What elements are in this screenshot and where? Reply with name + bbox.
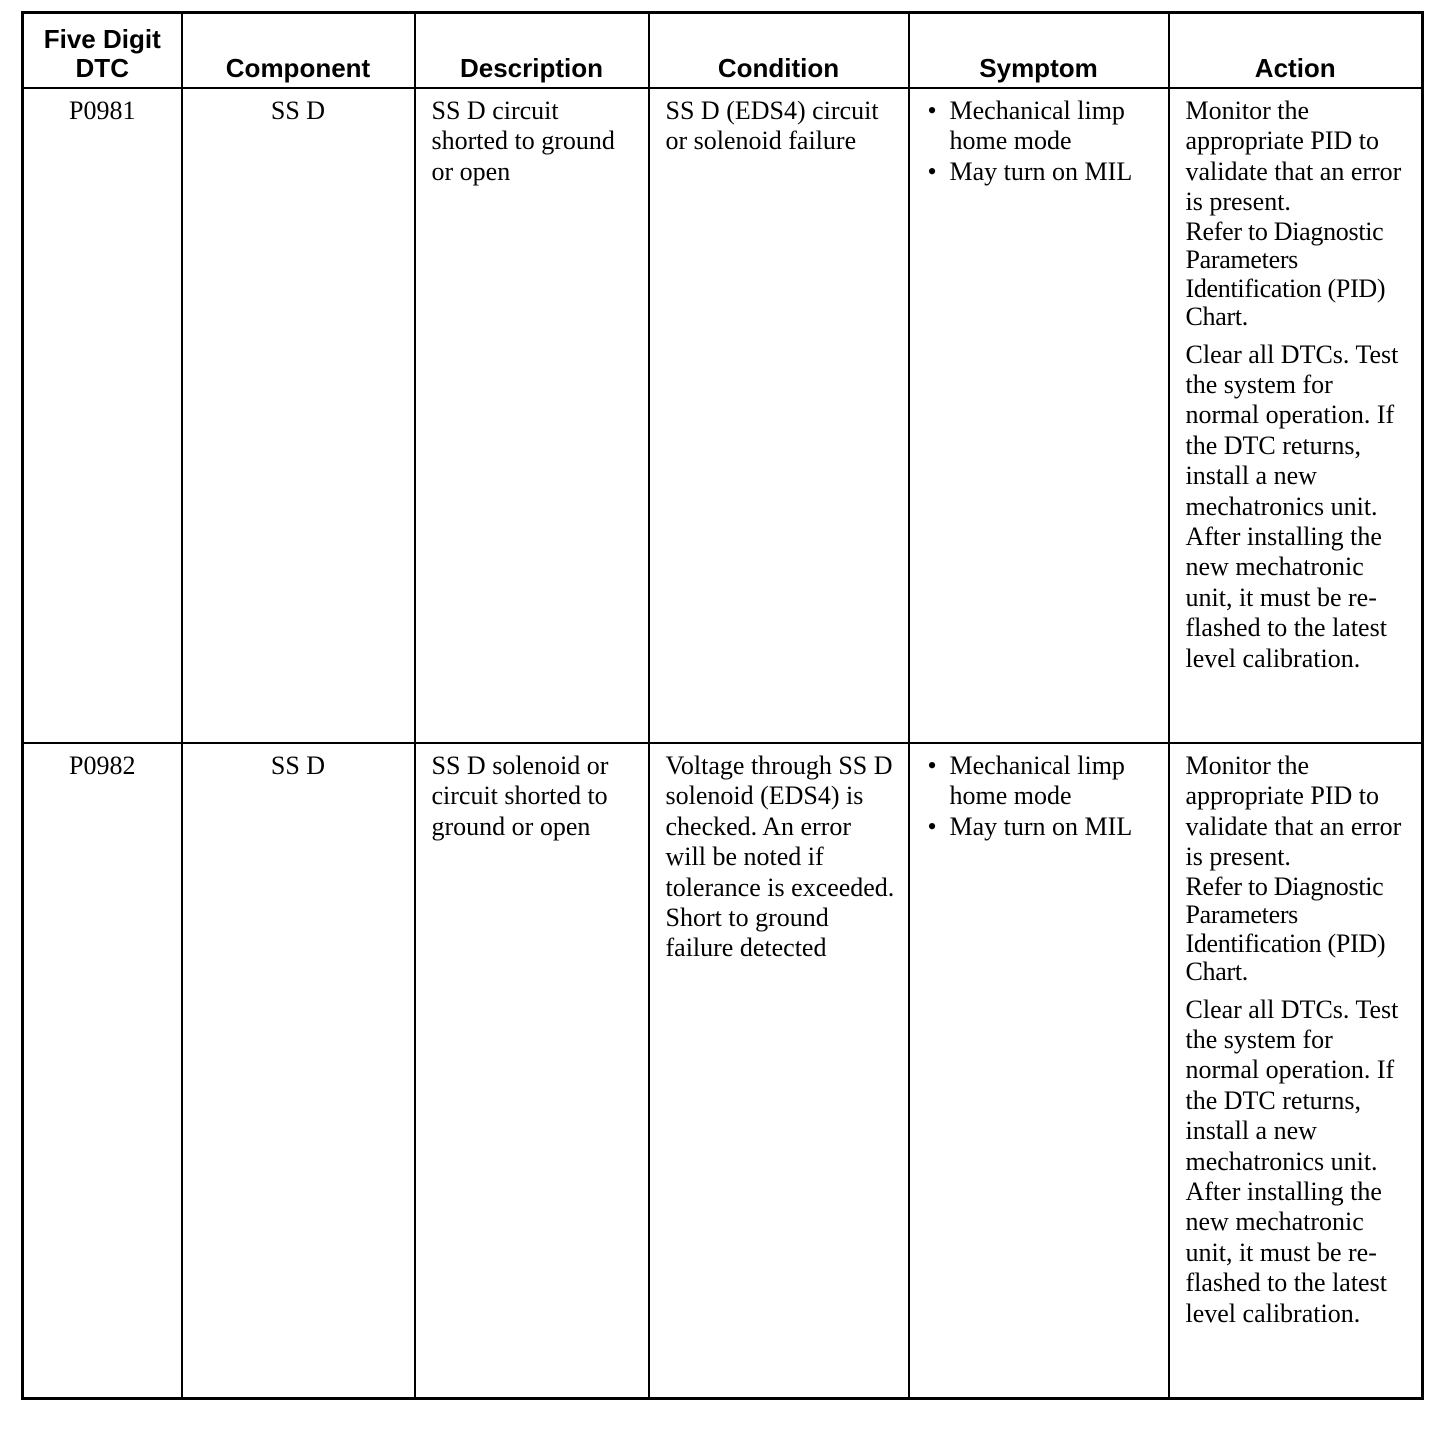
table-header — [23, 13, 1423, 89]
symptom-cell — [909, 743, 1169, 1399]
symptom-list — [926, 751, 1158, 842]
header-condition: Condition — [649, 13, 909, 89]
condition-cell: SS D (EDS4) circuit or solenoid failure — [649, 88, 909, 743]
bullet-icon: • — [927, 96, 937, 125]
symptom-item — [926, 751, 1158, 812]
component-cell: SS D — [182, 88, 415, 743]
header-dtc-line2: DTC — [75, 53, 129, 83]
symptom-cell — [909, 88, 1169, 743]
symptom-text: Mechanical limp home mode — [949, 96, 1125, 156]
bullet-icon: • — [927, 811, 937, 841]
header-dtc-line1: Five Digit — [43, 24, 161, 54]
header-action: Action — [1169, 13, 1423, 89]
action-monitor-text: Monitor the appropriate PID to validate that an error is present. — [1185, 751, 1402, 872]
symptom-item — [926, 812, 1158, 842]
bullet-icon: • — [927, 156, 937, 186]
component-cell: SS D — [182, 743, 415, 1399]
action-cell — [1169, 88, 1423, 743]
table-row — [23, 88, 1423, 743]
action-clear-text: Clear all DTCs. Test the system for normal operation. If the DTC returns, install a new mechatronics unit. After installing the new mechatronic unit, it must be re-flashed to the latest level calibration. — [1185, 994, 1399, 1328]
symptom-item — [926, 96, 1158, 157]
dtc-code-cell: P0981 — [23, 88, 182, 743]
symptom-item — [926, 157, 1158, 187]
action-refer-text: Refer to Diagnostic Parameters Identification (PID) Chart. — [1185, 216, 1386, 332]
dtc-code-cell: P0982 — [23, 743, 182, 1399]
header-row — [23, 13, 1423, 89]
action-monitor-text: Monitor the appropriate PID to validate that an error is present. — [1185, 96, 1402, 217]
description-cell: SS D circuit shorted to ground or open — [415, 88, 649, 743]
action-cell — [1169, 743, 1423, 1399]
action-clear-text: Clear all DTCs. Test the system for normal operation. If the DTC returns, install a new mechatronics unit. After installing the new mechatronic unit, it must be re-flashed to the latest level calibration. — [1185, 339, 1399, 673]
bullet-icon: • — [927, 751, 937, 780]
symptom-text: May turn on MIL — [949, 156, 1133, 186]
header-description: Description — [415, 13, 649, 89]
condition-cell: Voltage through SS D solenoid (EDS4) is checked. An error will be noted if tolerance is exceeded. Short to ground failure detected — [649, 743, 909, 1399]
symptom-text: Mechanical limp home mode — [949, 751, 1125, 811]
header-dtc — [23, 13, 182, 89]
symptom-list — [926, 96, 1158, 187]
table-row — [23, 743, 1423, 1399]
symptom-text: May turn on MIL — [949, 811, 1133, 841]
header-symptom: Symptom — [909, 13, 1169, 89]
dtc-table — [21, 11, 1424, 1400]
description-cell: SS D solenoid or circuit shorted to ground or open — [415, 743, 649, 1399]
action-refer-text: Refer to Diagnostic Parameters Identification (PID) Chart. — [1185, 871, 1386, 987]
header-component: Component — [182, 13, 415, 89]
